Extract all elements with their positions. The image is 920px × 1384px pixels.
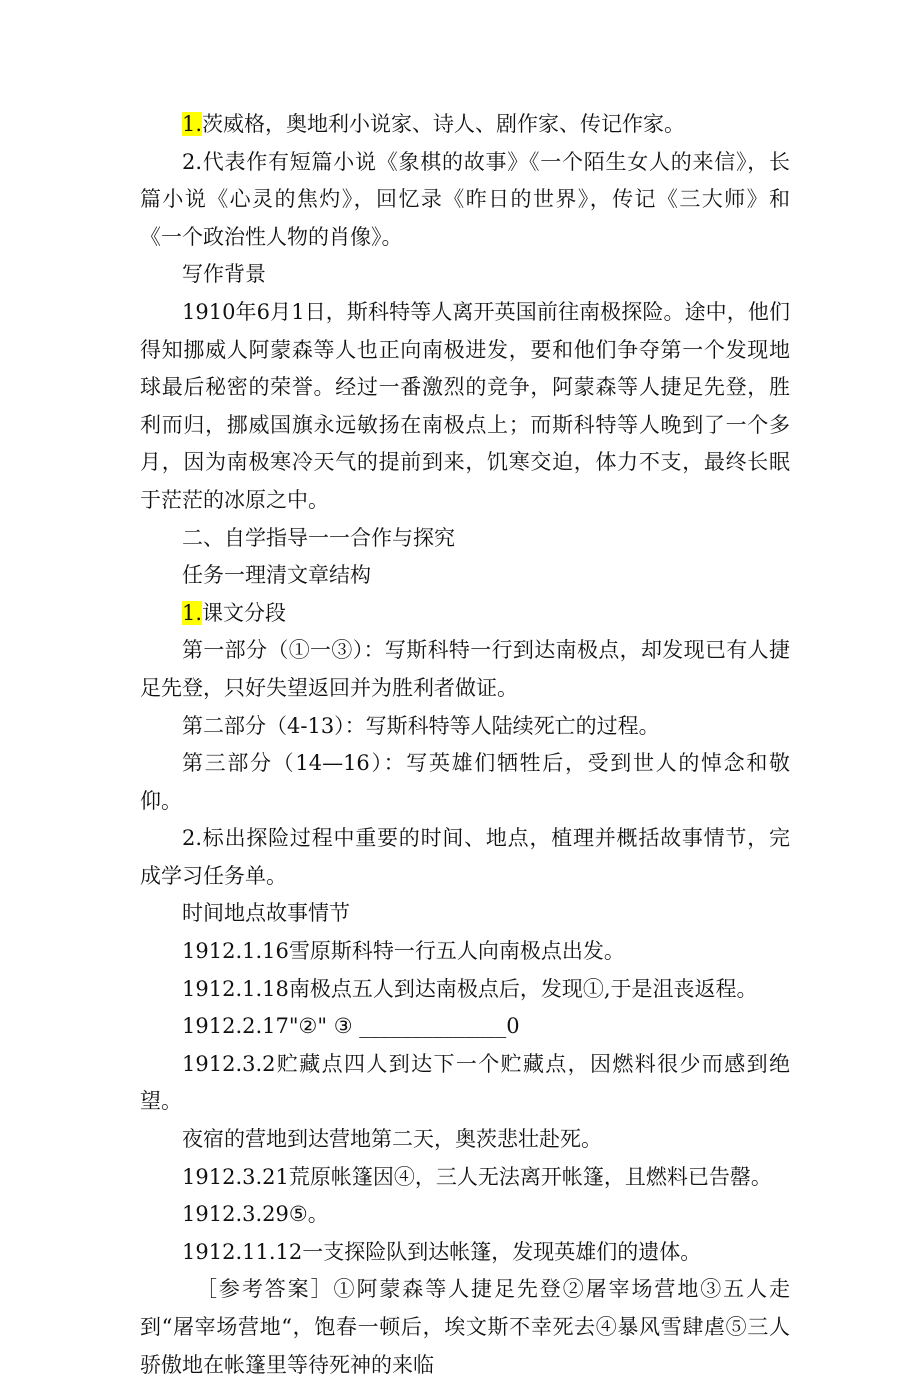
- highlighted-number: 1.: [182, 112, 203, 136]
- section-heading-background: 写作背景: [182, 262, 266, 287]
- document-body: [140, 106, 790, 1384]
- paragraph-background: 1910年6月1日，斯科特等人离开英国前往南极探险。途中，他们得知挪威人阿蒙森等人也正向南极进发，要和他们争夺第一个发现地球最后秘密的荣誉。经过一番激烈的竞争，阿蒙森等人捷足先登，胜利而归，挪威国旗永远敏扬在南极点上；而斯科特等人晚到了一个多月，因为南极寒冷天气的提前到来，饥寒交迫，体力不支，最终长眠于茫茫的冰原之中。: [140, 299, 790, 512]
- timeline-row: 1912.1.16雪原斯科特一行五人向南极点出发。: [182, 939, 625, 964]
- timeline-row: 1912.3.29⑤。: [182, 1202, 329, 1227]
- paragraph-text: 课文分段: [202, 600, 287, 625]
- timeline-row: 1912.11.12一支探险队到达帐篷，发现英雄们的遗体。: [182, 1239, 702, 1264]
- paragraph-part-two: 第二部分（4-13）：写斯科特等人陆续死亡的过程。: [182, 713, 660, 738]
- table-header-line: 时间地点故事情节: [182, 901, 350, 926]
- paragraph-text: 茨威格，奥地利小说家、诗人、剧作家、传记作家。: [202, 112, 686, 136]
- paragraph-part-one: 第一部分（①一③）：写斯科特一行到达南极点，却发现已有人捷足先登，只好失望返回并为胜利者做证。: [140, 638, 790, 700]
- paragraph-part-three: 第三部分（14—16）：写英雄们牺牲后，受到世人的悼念和敬仰。: [140, 751, 790, 813]
- timeline-row: 夜宿的营地到达营地第二天，奥茨悲壮赴死。: [182, 1127, 602, 1152]
- section-heading-guidance: 二、自学指导一一合作与探究: [182, 525, 455, 550]
- task-heading-structure: 任务一理清文章结构: [182, 563, 371, 588]
- timeline-row: 1912.3.2贮藏点四人到达下一个贮藏点，因燃料很少而感到绝望。: [140, 1051, 790, 1114]
- paragraph-task-instruction: 2.标出探险过程中重要的时间、地点，植理并概括故事情节，完成学习任务单。: [140, 826, 790, 888]
- paragraph-author-intro: [140, 106, 790, 144]
- timeline-row: 1912.2.17"②" ③ ______________0: [182, 1014, 520, 1039]
- timeline-row: 1912.3.21荒原帐篷因④，三人无法离开帐篷，且燃料已告罄。: [182, 1164, 772, 1189]
- highlighted-number: 1.: [182, 600, 203, 625]
- paragraph-representative-works: 2.代表作有短篇小说《象棋的故事》《一个陌生女人的来信》，长篇小说《心灵的焦灼》，回忆录《昨日的世界》，传记《三大师》和《一个政治性人物的肖像》。: [140, 149, 790, 249]
- reference-answer: ［参考答案］①阿蒙森等人捷足先登②屠宰场营地③五人走到“屠宰场营地“，饱春一顿后，埃文斯不幸死去④暴风雪肆虐⑤三人骄傲地在帐篷里等待死神的来临: [140, 1277, 790, 1377]
- paragraph-segmentation: [140, 595, 790, 633]
- timeline-row: 1912.1.18南极点五人到达南极点后，发现①,于是沮丧返程。: [182, 976, 758, 1001]
